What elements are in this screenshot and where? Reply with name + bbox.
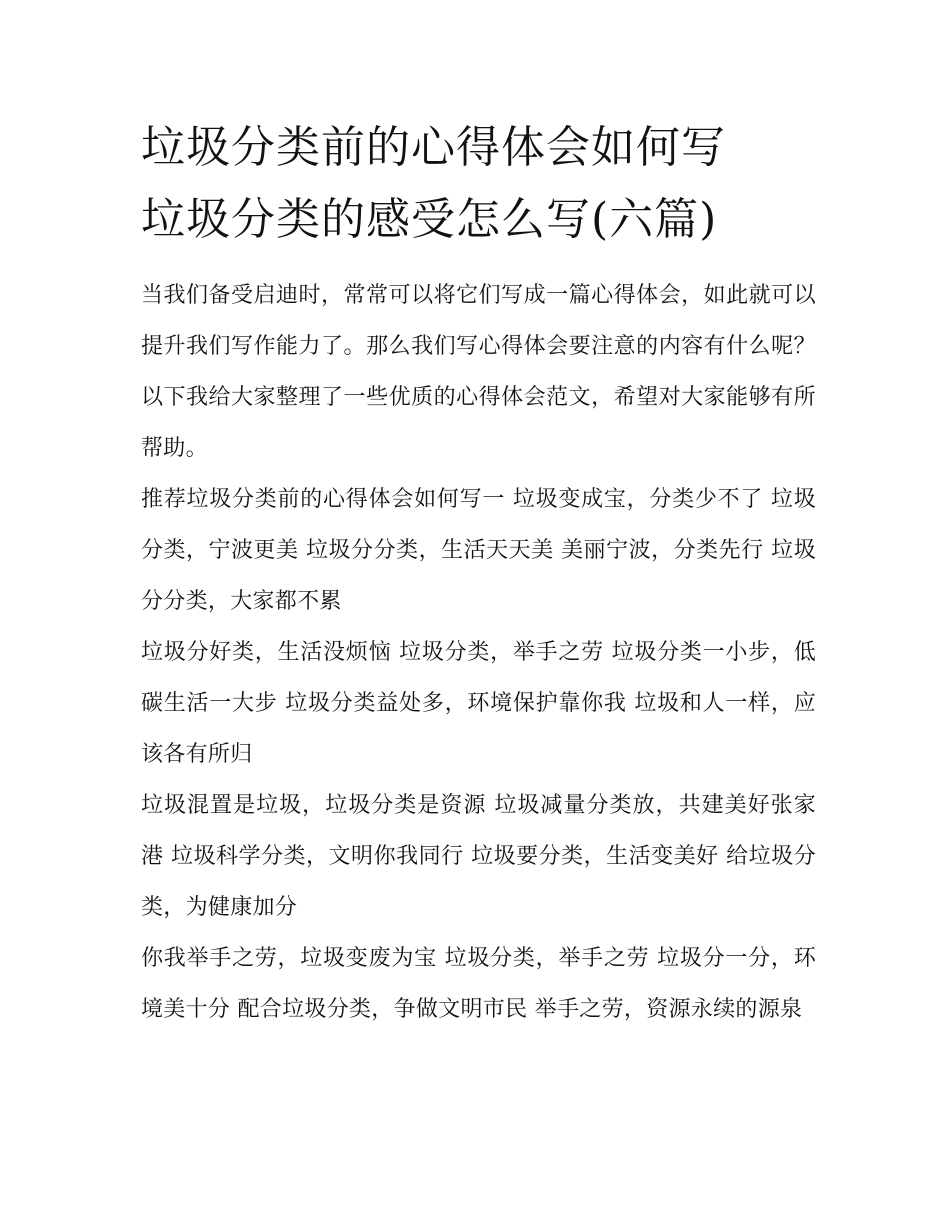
body-paragraph-2: 垃圾分好类，生活没烦恼 垃圾分类，举手之劳 垃圾分类一小步，低碳生活一大步 垃圾分类益处多，环境保护靠你我 垃圾和人一样，应该各有所归 [141, 640, 816, 767]
page-title [141, 112, 816, 256]
intro-paragraph: 当我们备受启迪时，常常可以将它们写成一篇心得体会，如此就可以提升我们写作能力了。那么我们写心得体会要注意的内容有什么呢？以下我给大家整理了一些优质的心得体会范文，希望对大家能够有所帮助。 [141, 283, 816, 461]
body-paragraph-1: 推荐垃圾分类前的心得体会如何写一 垃圾变成宝，分类少不了 垃圾分类，宁波更美 垃圾分分类，生活天天美 美丽宁波，分类先行 垃圾分分类，大家都不累 [141, 487, 816, 614]
body-paragraph-4: 你我举手之劳，垃圾变废为宝 垃圾分类，举手之劳 垃圾分一分，环境美十分 配合垃圾分类，争做文明市民 举手之劳，资源永续的源泉 [141, 946, 816, 1022]
title-line-1: 垃圾分类前的心得体会如何写 [141, 122, 726, 173]
document-body [141, 112, 816, 1035]
title-line-2: 垃圾分类的感受怎么写(六篇) [141, 194, 718, 245]
body-paragraph-3: 垃圾混置是垃圾，垃圾分类是资源 垃圾减量分类放，共建美好张家港 垃圾科学分类，文明你我同行 垃圾要分类，生活变美好 给垃圾分类，为健康加分 [141, 793, 816, 920]
